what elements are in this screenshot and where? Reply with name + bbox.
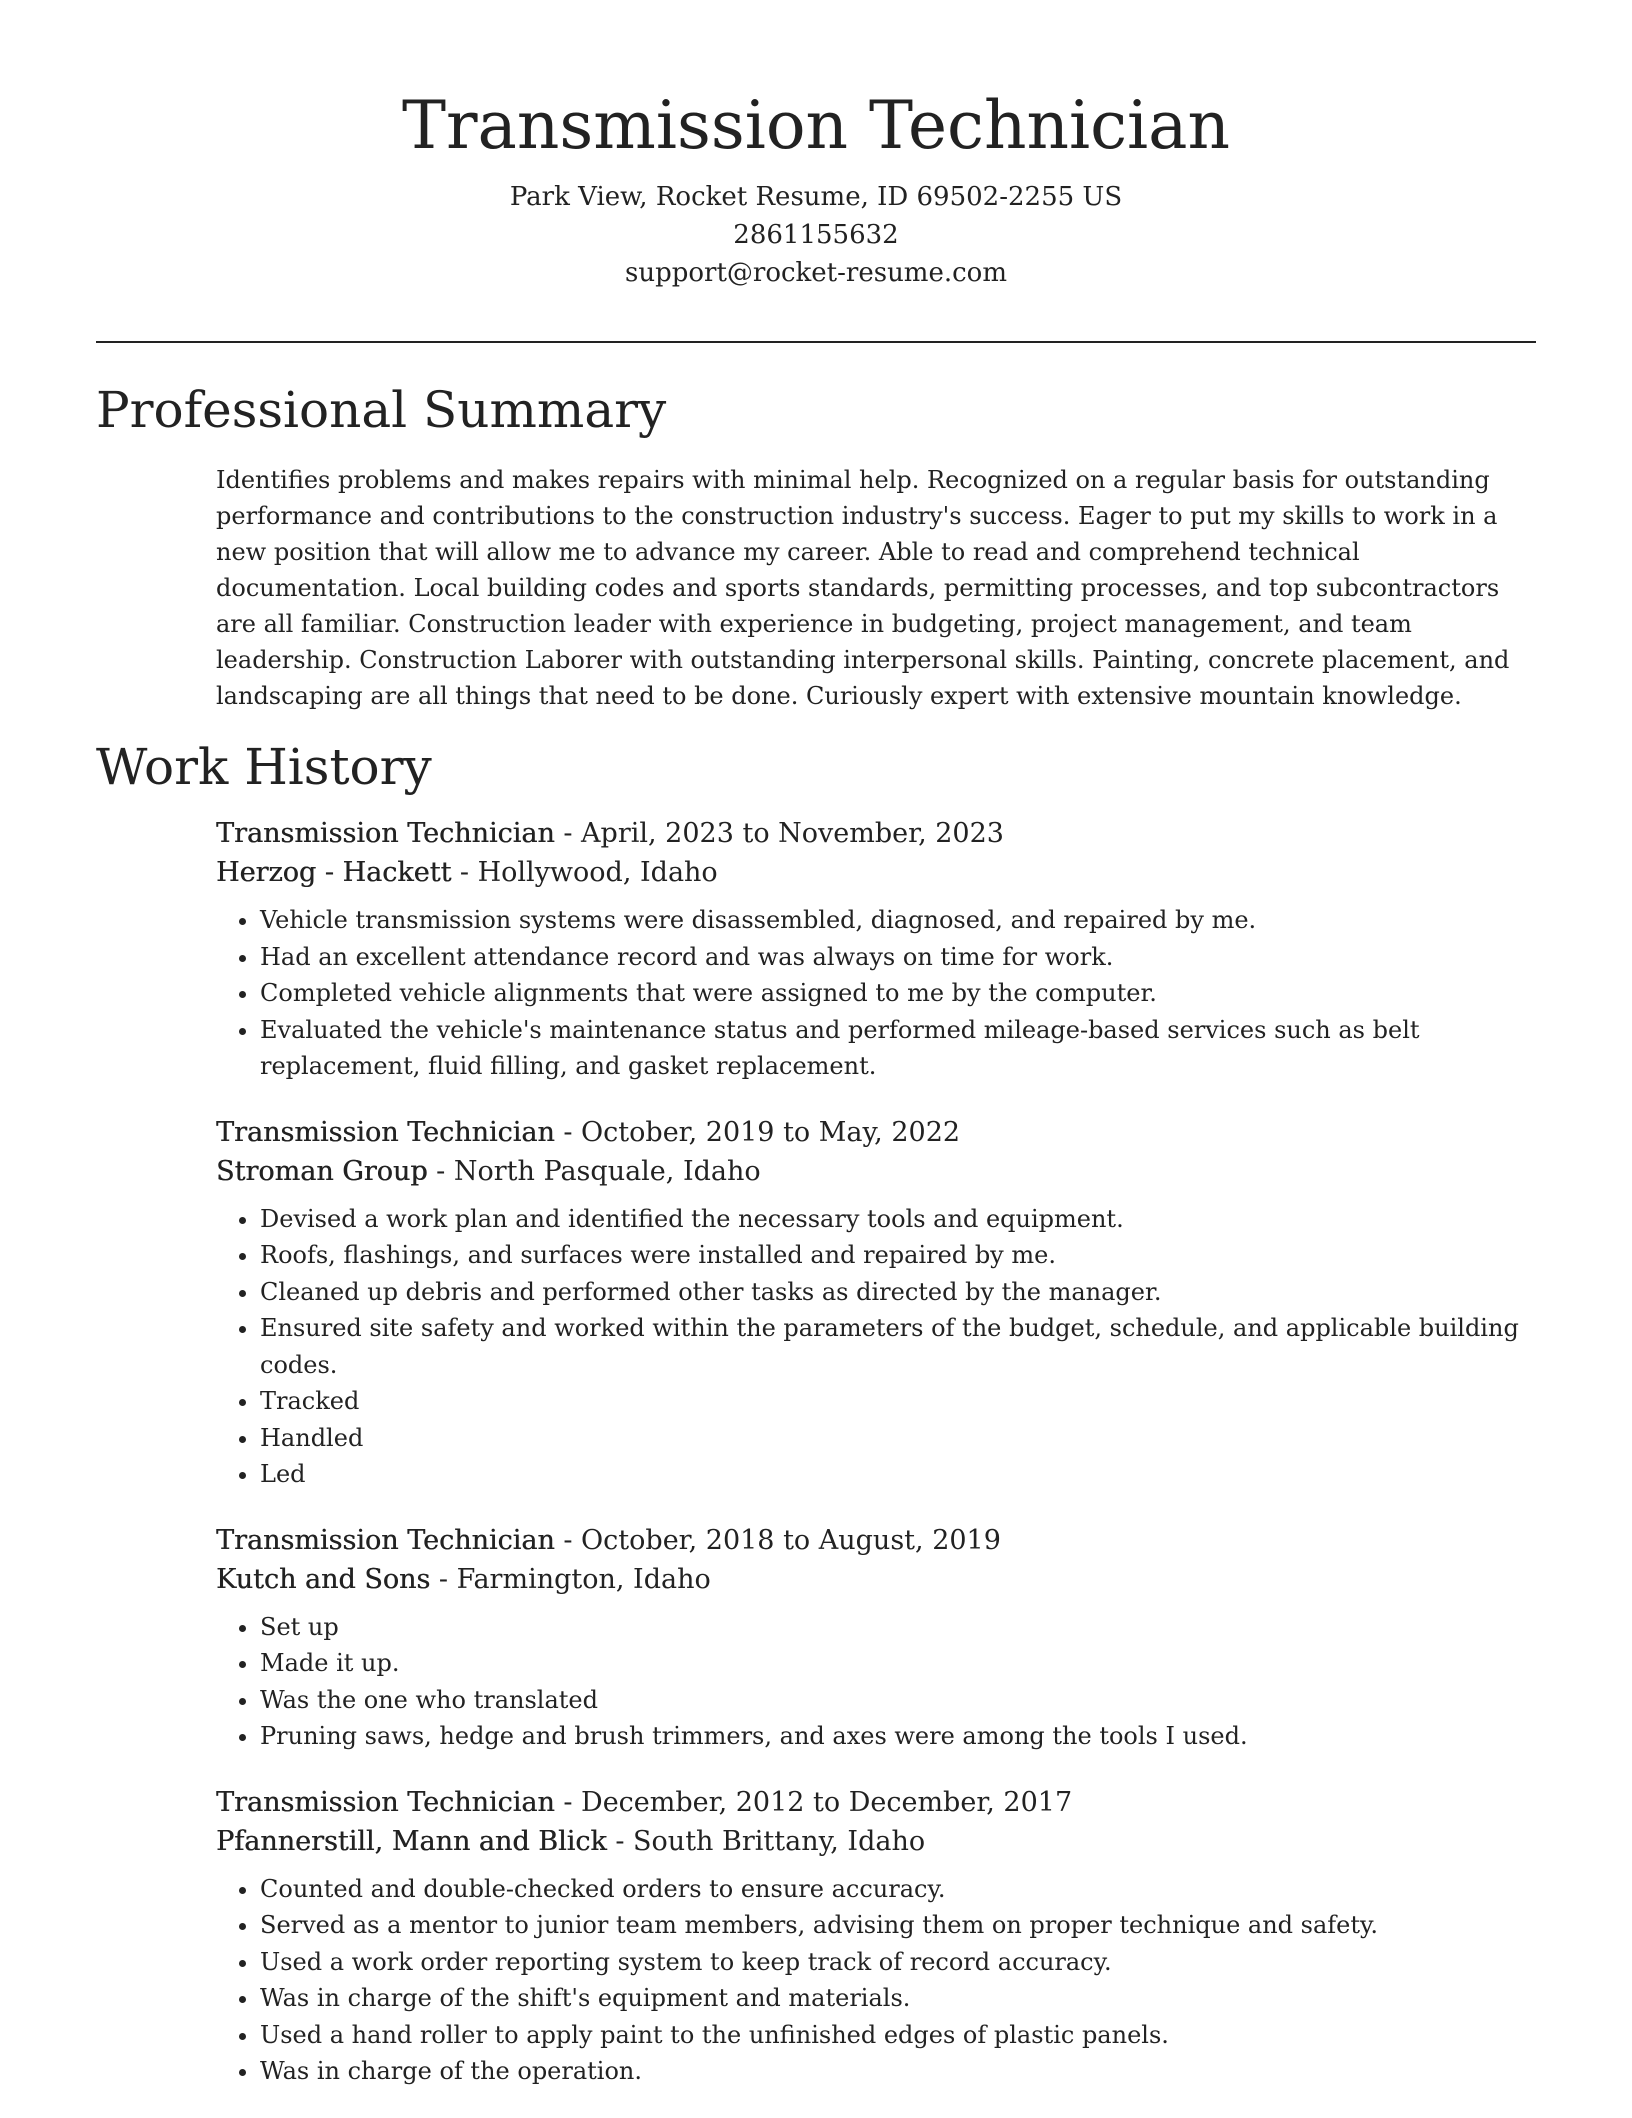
job-bullet: • Tracked (260, 1383, 1532, 1420)
job-entry (216, 1113, 1532, 1493)
contact-info (96, 178, 1536, 292)
job-bullets (216, 1609, 1532, 1755)
job-bullet: • Had an excellent attendance record and was always on time for work. (260, 939, 1532, 976)
job-location: North Pasquale, Idaho (453, 1155, 761, 1187)
job-company-line (216, 1560, 1532, 1599)
job-company-line (216, 1822, 1532, 1861)
job-title: Transmission Technician (216, 1116, 555, 1148)
job-location: South Brittany, Idaho (633, 1825, 926, 1857)
job-bullet: • Devised a work plan and identified the necessary tools and equipment. (260, 1201, 1532, 1238)
job-company: Herzog - Hackett (216, 857, 452, 888)
job-bullet: • Was in charge of the operation. (260, 2053, 1532, 2090)
separator: - (554, 818, 582, 849)
job-company-line (216, 1152, 1532, 1191)
job-bullet: • Roofs, flashings, and surfaces were installed and repaired by me. (260, 1237, 1532, 1274)
job-bullet: • Set up (260, 1609, 1532, 1646)
job-bullet: • Used a hand roller to apply paint to the unfinished edges of plastic panels. (260, 2017, 1532, 2054)
job-title: Transmission Technician (216, 818, 555, 849)
candidate-name: Transmission Technician (401, 87, 1231, 164)
job-bullet: • Vehicle transmission systems were disassembled, diagnosed, and repaired by me. (260, 902, 1532, 939)
job-title: Transmission Technician (216, 1524, 555, 1556)
job-location: Farmington, Idaho (456, 1563, 711, 1595)
job-entry (216, 1521, 1532, 1755)
work-history-heading: Work History (96, 738, 432, 796)
job-dates: December, 2012 to December, 2017 (581, 1786, 1073, 1818)
summary-text: Identifies problems and makes repairs with minimal help. Recognized on a regular basis for outstanding performance and contributions to the construction industry's success. Eager to put my skills to work in a new position that will allow me to advance my career. Able to read and comprehend technical documentation. Local building codes and sports standards, permitting processes, and top subcontractors are all familiar. Construction leader with experience in budgeting, project management, and team leadership. Construction Laborer with outstanding interpersonal skills. Painting, concrete placement, and landscaping are all things that need to be done. Curiously expert with extensive mountain knowledge. (216, 466, 1510, 710)
job-company: Stroman Group (216, 1155, 428, 1187)
job-bullet: • Was the one who translated (260, 1682, 1532, 1719)
separator: - (451, 857, 478, 888)
job-bullet: • Ensured site safety and worked within the parameters of the budget, schedule, and applicable building codes. (260, 1310, 1532, 1383)
job-entry (216, 1783, 1532, 2090)
job-title: Transmission Technician (216, 1786, 555, 1818)
contact-email: support@rocket-resume.com (624, 258, 1007, 288)
job-dates: October, 2019 to May, 2022 (581, 1116, 961, 1148)
summary-heading: Professional Summary (96, 381, 667, 439)
job-bullet: • Handled (260, 1420, 1532, 1457)
separator: - (554, 1524, 582, 1556)
job-company: Pfannerstill, Mann and Blick (216, 1825, 607, 1857)
job-dates: April, 2023 to November, 2023 (581, 818, 1004, 849)
separator: - (606, 1825, 634, 1857)
job-dates: October, 2018 to August, 2019 (581, 1524, 1001, 1556)
job-company-line (216, 853, 1532, 892)
contact-address: Park View, Rocket Resume, ID 69502-2255 US (509, 182, 1123, 212)
separator: - (427, 1155, 454, 1187)
job-bullet: • Used a work order reporting system to keep track of record accuracy. (260, 1944, 1532, 1981)
separator: - (554, 1786, 582, 1818)
job-company: Kutch and Sons (216, 1563, 431, 1595)
job-bullet: • Evaluated the vehicle's maintenance status and performed mileage-based services such as belt replacement, fluid filling, and gasket replacement. (260, 1012, 1532, 1085)
job-bullets (216, 1201, 1532, 1493)
job-bullet: • Completed vehicle alignments that were assigned to me by the computer. (260, 975, 1532, 1012)
separator: - (554, 1116, 582, 1148)
job-title-line (216, 1783, 1532, 1822)
work-history-list (216, 814, 1532, 2118)
job-bullets (216, 902, 1532, 1085)
header-divider (96, 341, 1536, 343)
job-title-line (216, 1113, 1532, 1152)
job-bullet: • Counted and double-checked orders to ensure accuracy. (260, 1871, 1532, 1908)
job-bullet: • Led (260, 1456, 1532, 1493)
job-bullet: • Was in charge of the shift's equipment and materials. (260, 1980, 1532, 2017)
contact-phone: 2861155632 (733, 220, 899, 250)
job-bullet: • Served as a mentor to junior team members, advising them on proper technique and safety. (260, 1907, 1532, 1944)
job-bullets (216, 1871, 1532, 2090)
job-bullet: • Made it up. (260, 1645, 1532, 1682)
job-entry (216, 814, 1532, 1085)
job-title-line (216, 1521, 1532, 1560)
job-bullet: • Pruning saws, hedge and brush trimmers, and axes were among the tools I used. (260, 1718, 1532, 1755)
separator: - (430, 1563, 457, 1595)
job-location: Hollywood, Idaho (477, 857, 718, 888)
job-bullet: • Cleaned up debris and performed other tasks as directed by the manager. (260, 1274, 1532, 1311)
resume-header (96, 78, 1536, 292)
job-title-line (216, 814, 1532, 853)
